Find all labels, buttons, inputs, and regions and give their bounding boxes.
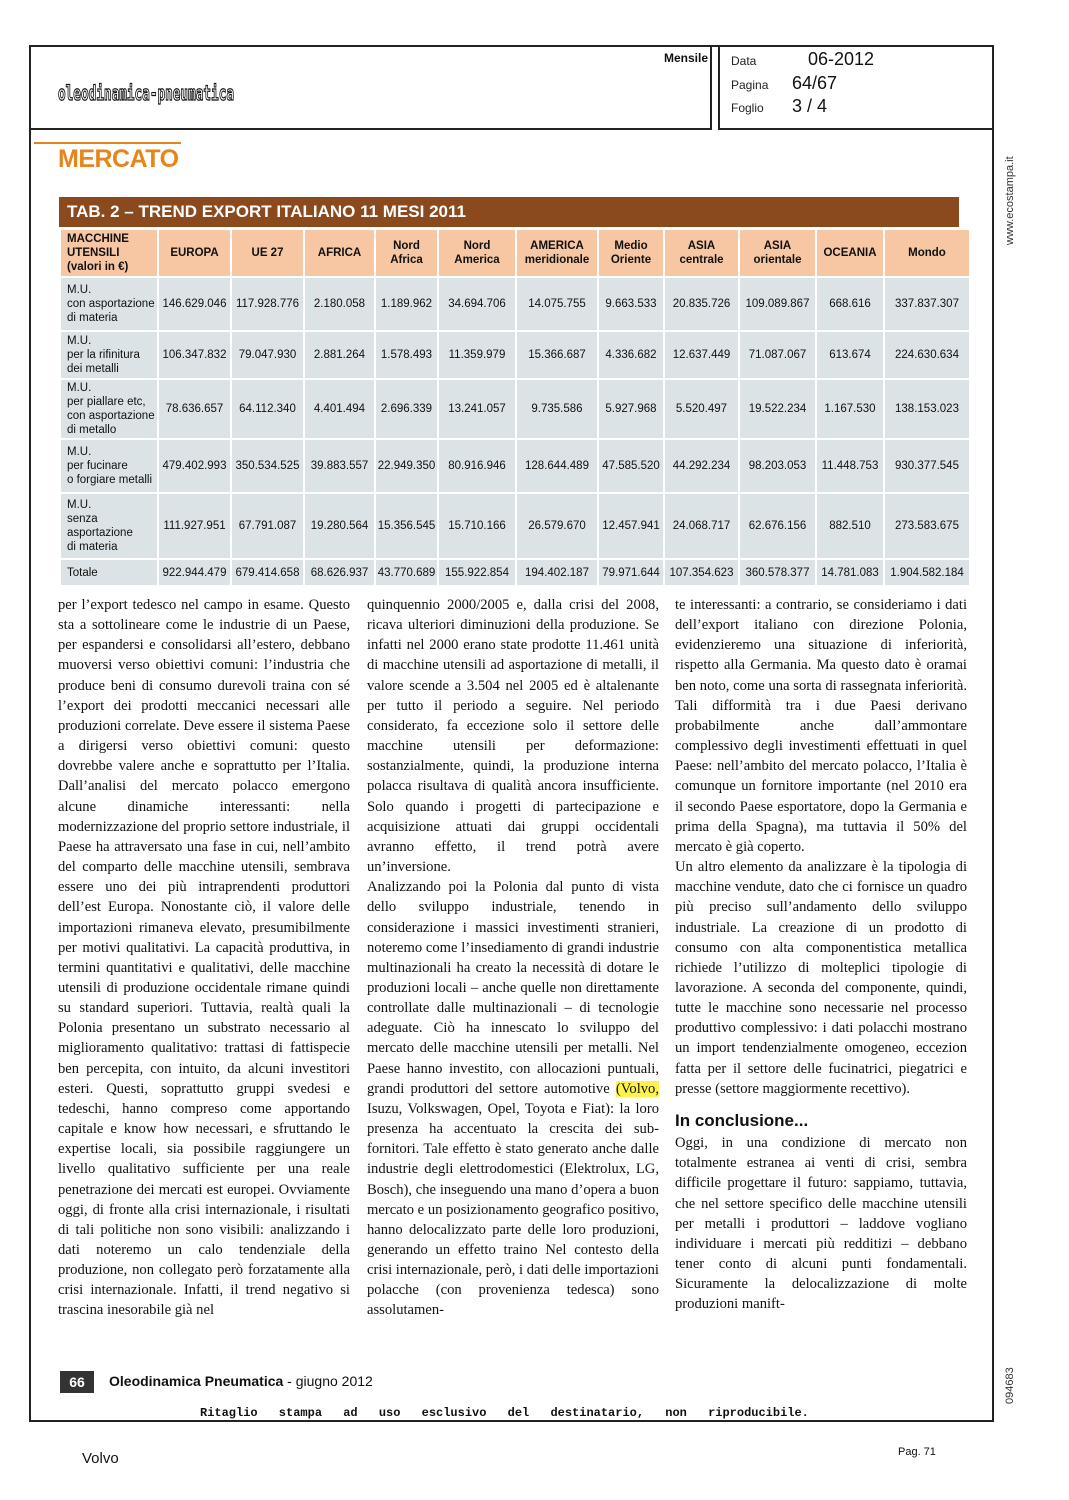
table-header-cell: Mondo [885,230,969,276]
bottom-keyword: Volvo [82,1450,119,1467]
table-cell: 15.366.687 [517,332,597,378]
table-cell: 11.359.979 [439,332,515,378]
table-cell: 360.578.377 [740,560,815,585]
section-rule [34,142,181,144]
table-cell: 224.630.634 [885,332,969,378]
table-cell: 107.354.623 [665,560,738,585]
table-cell: 2.696.339 [376,380,437,438]
side-website: www.ecostampa.it [1004,156,1016,245]
table-row [61,560,969,585]
table-cell: 128.644.489 [517,440,597,492]
article-column-1 [58,595,350,1321]
table-title: TAB. 2 – TREND EXPORT ITALIANO 11 MESI 2011 [59,197,959,227]
table-header-cell: EUROPA [159,230,230,276]
table-cell: 43.770.689 [376,560,437,585]
table-row-label: Totale [61,560,157,585]
article-paragraph: te interessanti: a contrario, se consideriamo i dati dell’export italiano con direzione Polonia, evidenzieremo una situazione di inferiorità, rispetto alla Germania. Ma questo dato è oramai ben noto, come una sorta di rassegnata inferiorità. Tali difformità tra i due Paesi derivano probabilmente anche dall’ammontare complessivo degli investimenti effettuati in quel Paese: nell’ambito del mercato polacco, l’Italia è comunque un fornitore importante (nel 2010 era il secondo Paese esportatore, dopo la Germania e prima della Spagna), ma tuttavia il 50% del mercato è già coperto. [675,597,967,855]
table-cell: 922.944.479 [159,560,230,585]
table-header-cell: ASIA centrale [665,230,738,276]
table-cell: 19.280.564 [305,494,374,558]
svg-text:oleodinamica-pneumatica: oleodinamica-pneumatica [58,81,234,105]
table-cell: 106.347.832 [159,332,230,378]
article-subheading: In conclusione... [675,1110,809,1130]
table-cell: 882.510 [817,494,883,558]
table-row-label: M.U. per la rifinitura dei metalli [61,332,157,378]
table-cell: 479.402.993 [159,440,230,492]
table-cell: 146.629.046 [159,278,230,330]
table-cell: 62.676.156 [740,494,815,558]
sheet-label: Foglio [731,101,764,115]
publication-logo [56,70,236,110]
table-cell: 12.637.449 [665,332,738,378]
footer-issue: giugno 2012 [295,1373,373,1389]
table-cell: 9.735.586 [517,380,597,438]
article-column-2 [367,595,659,1321]
highlighted-keyword: (Volvo, [615,1080,659,1097]
side-code: 094683 [1004,1367,1016,1404]
footer-page-number: 66 [60,1371,94,1393]
table-cell: 9.663.533 [599,278,663,330]
table-header-cell: OCEANIA [817,230,883,276]
table-row [61,440,969,492]
table-cell: 98.203.053 [740,440,815,492]
table-cell: 5.520.497 [665,380,738,438]
table-row [61,494,969,558]
table-cell: 67.791.087 [232,494,303,558]
table-cell: 1.578.493 [376,332,437,378]
table-header-cell: ASIA orientale [740,230,815,276]
table-header-cell: Nord America [439,230,515,276]
table-header-cell: Medio Oriente [599,230,663,276]
table-cell: 47.585.520 [599,440,663,492]
table-header-row [61,230,969,276]
table-cell: 26.579.670 [517,494,597,558]
table-row [61,278,969,330]
table-cell: 1.189.962 [376,278,437,330]
table-cell: 79.971.644 [599,560,663,585]
export-table [59,228,971,587]
table-cell: 109.089.867 [740,278,815,330]
table-row-label: M.U. per piallare etc, con asportazione di metallo [61,380,157,438]
table-body [61,278,969,585]
table-cell: 679.414.658 [232,560,303,585]
table-cell: 1.904.582.184 [885,560,969,585]
table-cell: 34.694.706 [439,278,515,330]
page-label: Pagina [731,78,769,92]
table-cell: 71.087.067 [740,332,815,378]
section-title: MERCATO [58,145,179,173]
table-cell: 613.674 [817,332,883,378]
table-cell: 78.636.657 [159,380,230,438]
footer-disclaimer: Ritaglio stampa ad uso esclusivo del destinatario, non riproducibile. [200,1406,809,1420]
article-paragraph: quinquennio 2000/2005 e, dalla crisi del 2008, ricava ulteriori diminuzioni della produzione. Se infatti nel 2000 erano state prodotte 11.461 unità di macchine utensili ad asportazione di metalli, il valore scende a 3.504 nel 2005 ed è altalenante per tutto il periodo a seguire. Nel periodo considerato, fa eccezione solo il settore delle macchine utensili per deformazione: sostanzialmente, quindi, la produzione interna polacca risultava di qualità ancora insufficiente. Solo quando i progetti di partecipazione e acquisizione attuati dai gruppi occidentali avranno effetto, il trend potrà avere un’inversione. [367,597,659,876]
table-cell: 12.457.941 [599,494,663,558]
article-paragraph: Un altro elemento da analizzare è la tipologia di macchine vendute, dato che ci fornisce un quadro più preciso sull’andamento dello sviluppo industriale. La creazione di un prodotto di consumo con alta componentistica metallica richiede l’utilizzo di molteplici tipologie di lavorazione. A seconda del componente, quindi, tutte le macchine sono necessarie nel processo produttivo complessivo: i dati polacchi mostrano un import tendenzialmente omogeneo, eccezion fatta per il settore delle fucinatrici, piegatrici e presse (settore maggiormente recettivo). [675,859,967,1097]
table-cell: 2.180.058 [305,278,374,330]
table-cell: 337.837.307 [885,278,969,330]
table-cell: 350.534.525 [232,440,303,492]
table-cell: 14.781.083 [817,560,883,585]
table-cell: 24.068.717 [665,494,738,558]
table-row-label: M.U. senza asportazione di materia [61,494,157,558]
table-cell: 68.626.937 [305,560,374,585]
article-paragraph [367,877,659,1320]
table-header-cell: UE 27 [232,230,303,276]
footer-publication: Oleodinamica Pneumatica - giugno 2012 [109,1373,373,1389]
table-cell: 13.241.057 [439,380,515,438]
article-paragraph: per l’export tedesco nel campo in esame. Questo sta a sottolineare come le industrie di un Paese, per espandersi e consolidarsi all’estero, debbano muoversi verso obiettivi comuni: l’industria che produce beni di consumo durevoli traina con sé l’export dei prodotti meccanici necessari alle produzioni correlate. Deve essere il sistema Paese a dirigersi verso obiettivi comuni: questo dovrebbe valere anche e soprattutto per l’Italia. Dall’analisi del mercato polacco emergono alcune dinamiche interessanti: nella modernizzazione del proprio settore industriale, il Paese ha attraversato una fase in cui, nell’ambito del comparto delle macchine utensili, sembrava essere uno dei più intraprendenti produttori dell’est Europa. Nonostante ciò, il valore delle importazioni rimaneva elevato, presumibilmente per motivi qualitativi. La capacità produttiva, in termini quantitativi e qualitativi, delle macchine utensili di produzione occidentale rimane quindi su standard superiori. Tuttavia, realtà quali la Polonia presentano un substrato necessario al miglioramento qualitativo: trattasi di fattispecie ben percepita, con intuito, da alcuni investitori esteri. Questi, soprattutto gruppi svedesi e tedeschi, hanno compreso come apportando capitale e know how necessari, e sfruttando le expertise locali, sia possibile raggiungere un livello qualitativo sufficiente per una reale penetrazione dei mercati est europei. Ovviamente oggi, di fronte alla crisi internazionale, i risultati di tali politiche non sono visibili: analizzando i dati noteremo un calo tendenziale della produzione, non collegato però forzatamente alla crisi internazionale. Infatti, il trend negativo si trascina inesorabile già nel [58,597,350,1319]
table-cell: 15.356.545 [376,494,437,558]
article-text: Analizzando poi la Polonia dal punto di vista dello sviluppo industriale, tenendo in considerazione i massici investimenti stranieri, noteremo come l’insediamento di grandi industrie multinazionali ha creato la necessità di dotare le produzioni locali – anche quelle non direttamente controllate dalle multinazionali – di tecnologie adeguate. Ciò ha innescato lo sviluppo del mercato delle macchine utensili per metalli. Nel Paese hanno investito, con allocazioni puntuali, grandi produttori del settore automotive [367,879,659,1097]
date-label: Data [731,54,757,68]
table-cell: 64.112.340 [232,380,303,438]
page-value: 64/67 [792,73,838,93]
table-cell: 44.292.234 [665,440,738,492]
table-header-cell: MACCHINE UTENSILI (valori in €) [61,230,157,276]
table-cell: 1.167.530 [817,380,883,438]
table-cell: 111.927.951 [159,494,230,558]
table-cell: 20.835.726 [665,278,738,330]
table-row [61,380,969,438]
table-cell: 117.928.776 [232,278,303,330]
date-value: 06-2012 [808,49,875,69]
table-cell: 273.583.675 [885,494,969,558]
table-header-cell: Nord Africa [376,230,437,276]
table-cell: 11.448.753 [817,440,883,492]
table-cell: 668.616 [817,278,883,330]
table-cell: 22.949.350 [376,440,437,492]
table-cell: 138.153.023 [885,380,969,438]
table-cell: 155.922.854 [439,560,515,585]
table-cell: 14.075.755 [517,278,597,330]
table-row-label: M.U. per fucinare o forgiare metalli [61,440,157,492]
table-header-cell: AFRICA [305,230,374,276]
table-cell: 4.336.682 [599,332,663,378]
table-header-cell: AMERICA meridionale [517,230,597,276]
table-cell: 15.710.166 [439,494,515,558]
table-row [61,332,969,378]
table-cell: 5.927.968 [599,380,663,438]
table-cell: 930.377.545 [885,440,969,492]
table-cell: 2.881.264 [305,332,374,378]
table-cell: 194.402.187 [517,560,597,585]
table-row-label: M.U. con asportazione di materia [61,278,157,330]
table-cell: 79.047.930 [232,332,303,378]
table-cell: 19.522.234 [740,380,815,438]
sheet-value: 3 / 4 [792,96,828,116]
article-column-3 [675,595,967,1314]
table-cell: 80.916.946 [439,440,515,492]
table-cell: 39.883.557 [305,440,374,492]
frequency-label: Mensile [664,51,709,65]
table-cell: 4.401.494 [305,380,374,438]
article-text: Isuzu, Volkswagen, Opel, Toyota e Fiat): la loro presenza ha accentuato la crescita dei sub-fornitori. Tale effetto è stato generato anche dalle industrie degli elettrodomestici (Elektrolux, LG, Bosch), che inseguendo una mano d’opera a buon mercato e un posizionamento geografico positivo, hanno delocalizzato parte delle loro produzioni, generando un effetto traino Nel contesto della crisi internazionale, però, i dati delle importazioni polacche (con provenienza tedesca) sono assolutamen- [367,1100,659,1319]
article-paragraph: Oggi, in una condizione di mercato non totalmente estranea ai venti di crisi, sembra difficile progettare il futuro: sappiamo, tuttavia, che nel settore specifico delle macchine utensili per metalli i produttori – laddove vogliano individuare i mercati più redditizi – debbano tener conto di alcuni punti fondamentali. Sicuramente la delocalizzazione di molte produzioni manift- [675,1135,967,1313]
bottom-page: Pag. 71 [898,1446,936,1458]
footer-publication-name: Oleodinamica Pneumatica [109,1373,284,1389]
